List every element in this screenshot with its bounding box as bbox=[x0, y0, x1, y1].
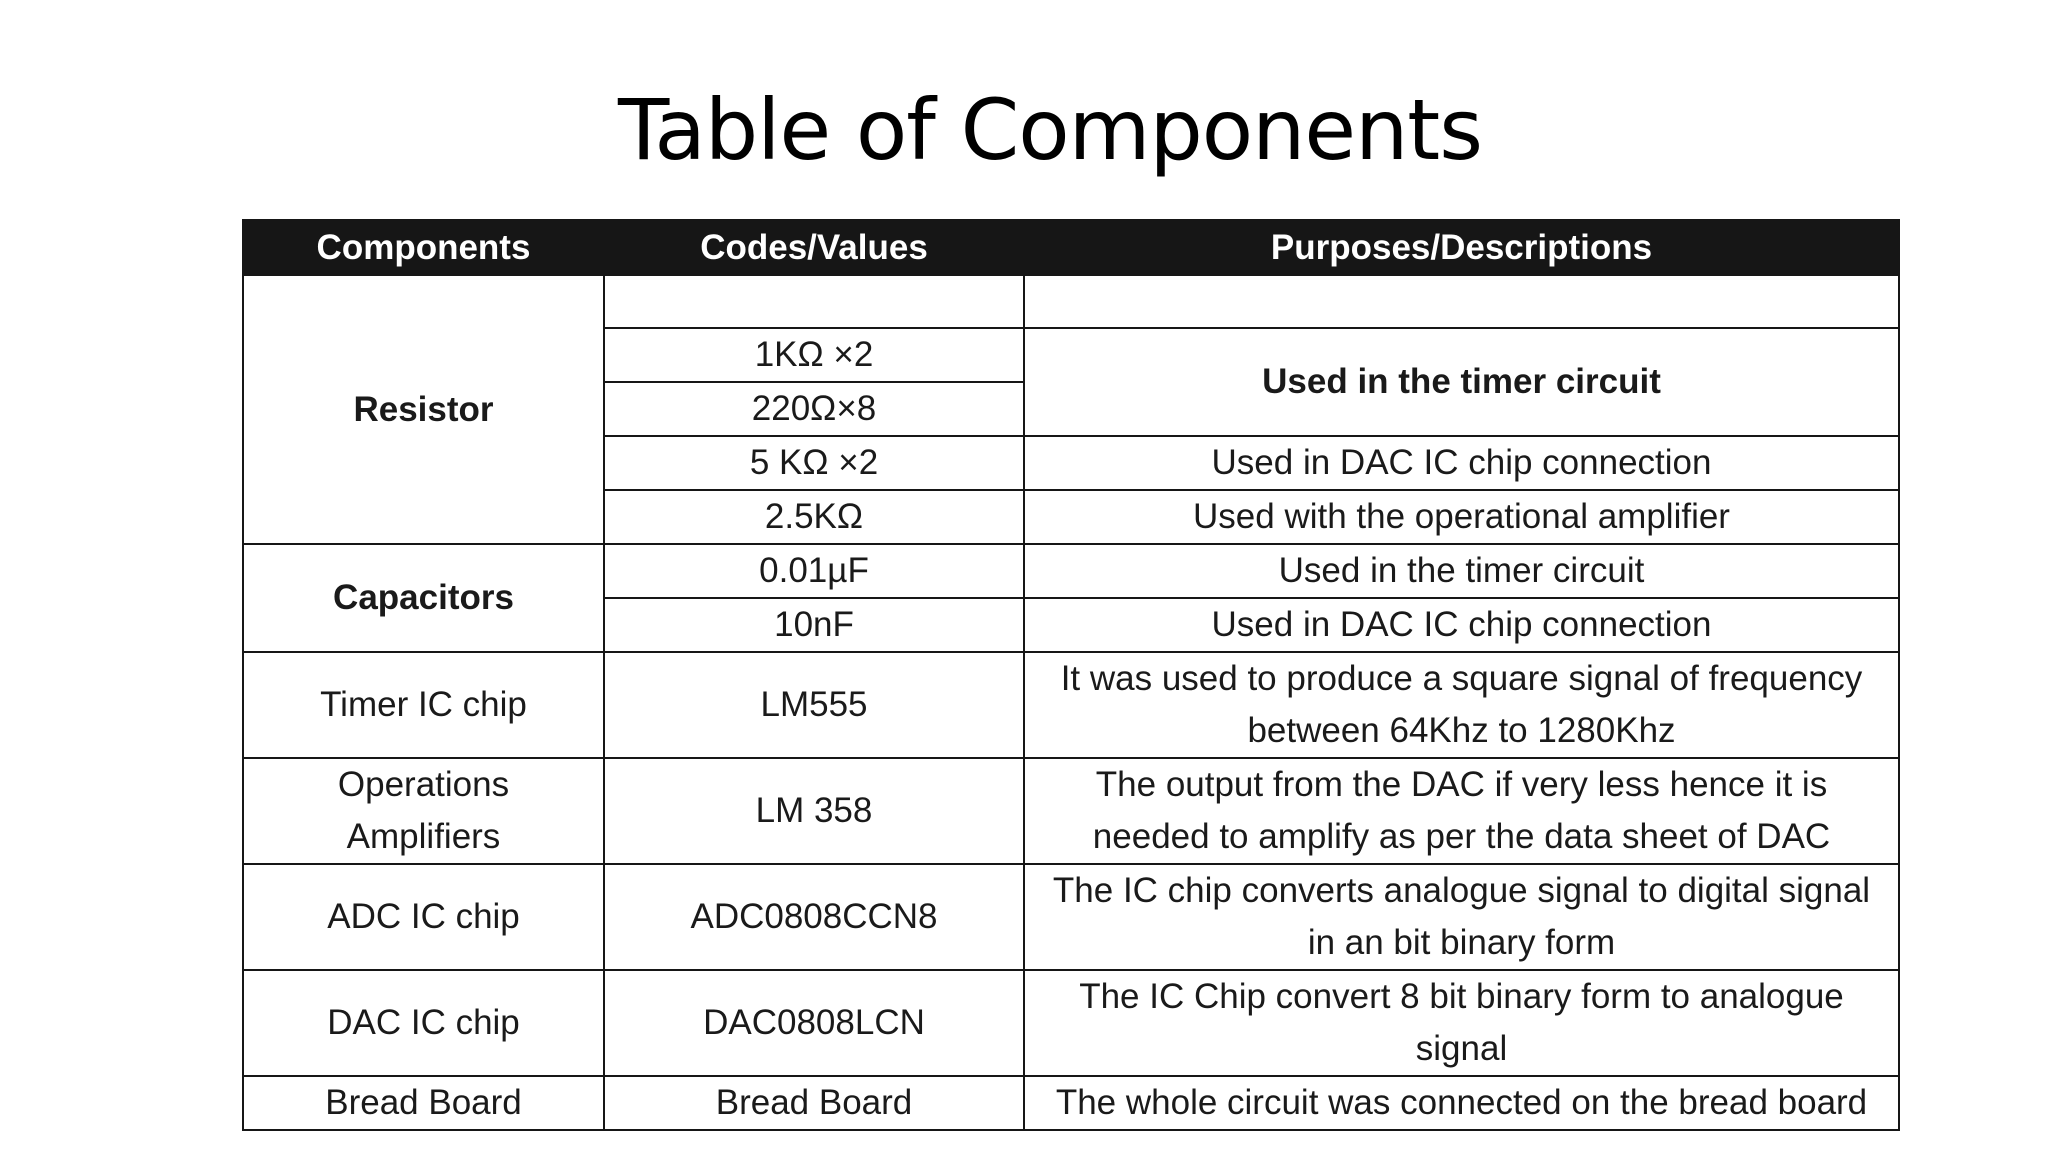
purpose-cell: Used in DAC IC chip connection bbox=[1024, 598, 1899, 652]
component-capacitors: Capacitors bbox=[243, 544, 604, 652]
purpose-cell: The whole circuit was connected on the bread board bbox=[1024, 1076, 1899, 1130]
table-header-row bbox=[243, 220, 1899, 275]
component-line: Amplifiers bbox=[346, 817, 501, 856]
component-op-amps bbox=[243, 758, 604, 864]
code-cell: 0.01µF bbox=[604, 544, 1024, 598]
purpose-cell bbox=[1024, 864, 1899, 970]
code-cell: LM 358 bbox=[604, 758, 1024, 864]
table-row bbox=[243, 758, 1899, 864]
code-cell: Bread Board bbox=[604, 1076, 1024, 1130]
table-row bbox=[243, 652, 1899, 758]
component-dac-ic: DAC IC chip bbox=[243, 970, 604, 1076]
component-line: Operations bbox=[337, 765, 510, 804]
purpose-line: needed to amplify as per the data sheet of DAC bbox=[1092, 817, 1831, 856]
purpose-cell: Used in the timer circuit bbox=[1024, 544, 1899, 598]
code-cell: DAC0808LCN bbox=[604, 970, 1024, 1076]
code-cell bbox=[604, 275, 1024, 328]
purpose-line: in an bit binary form bbox=[1307, 923, 1616, 962]
code-cell: 1KΩ ×2 bbox=[604, 328, 1024, 382]
code-cell: 2.5KΩ bbox=[604, 490, 1024, 544]
table-row bbox=[243, 970, 1899, 1076]
header-purposes-descriptions: Purposes/Descriptions bbox=[1024, 220, 1899, 275]
purpose-cell bbox=[1024, 275, 1899, 328]
table-row bbox=[243, 864, 1899, 970]
code-cell: 5 KΩ ×2 bbox=[604, 436, 1024, 490]
component-adc-ic: ADC IC chip bbox=[243, 864, 604, 970]
table-row bbox=[243, 275, 1899, 328]
table-row bbox=[243, 544, 1899, 598]
code-cell: ADC0808CCN8 bbox=[604, 864, 1024, 970]
components-table bbox=[242, 219, 1900, 1131]
purpose-line: signal bbox=[1415, 1029, 1508, 1068]
code-cell: LM555 bbox=[604, 652, 1024, 758]
purpose-line: It was used to produce a square signal of frequency bbox=[1060, 659, 1863, 698]
component-bread-board: Bread Board bbox=[243, 1076, 604, 1130]
code-cell: 220Ω×8 bbox=[604, 382, 1024, 436]
header-codes-values: Codes/Values bbox=[604, 220, 1024, 275]
purpose-cell bbox=[1024, 758, 1899, 864]
purpose-cell bbox=[1024, 970, 1899, 1076]
purpose-cell: Used with the operational amplifier bbox=[1024, 490, 1899, 544]
slide-title: Table of Components bbox=[617, 81, 1483, 179]
purpose-cell bbox=[1024, 652, 1899, 758]
purpose-cell: Used in DAC IC chip connection bbox=[1024, 436, 1899, 490]
component-resistor: Resistor bbox=[243, 275, 604, 544]
purpose-line: The output from the DAC if very less hence it is bbox=[1095, 765, 1828, 804]
code-cell: 10nF bbox=[604, 598, 1024, 652]
purpose-line: between 64Khz to 1280Khz bbox=[1247, 711, 1676, 750]
header-components: Components bbox=[243, 220, 604, 275]
purpose-cell: Used in the timer circuit bbox=[1024, 328, 1899, 436]
purpose-line: The IC chip converts analogue signal to digital signal bbox=[1052, 871, 1871, 910]
table-row bbox=[243, 1076, 1899, 1130]
purpose-line: The IC Chip convert 8 bit binary form to analogue bbox=[1079, 977, 1844, 1016]
component-timer-ic: Timer IC chip bbox=[243, 652, 604, 758]
